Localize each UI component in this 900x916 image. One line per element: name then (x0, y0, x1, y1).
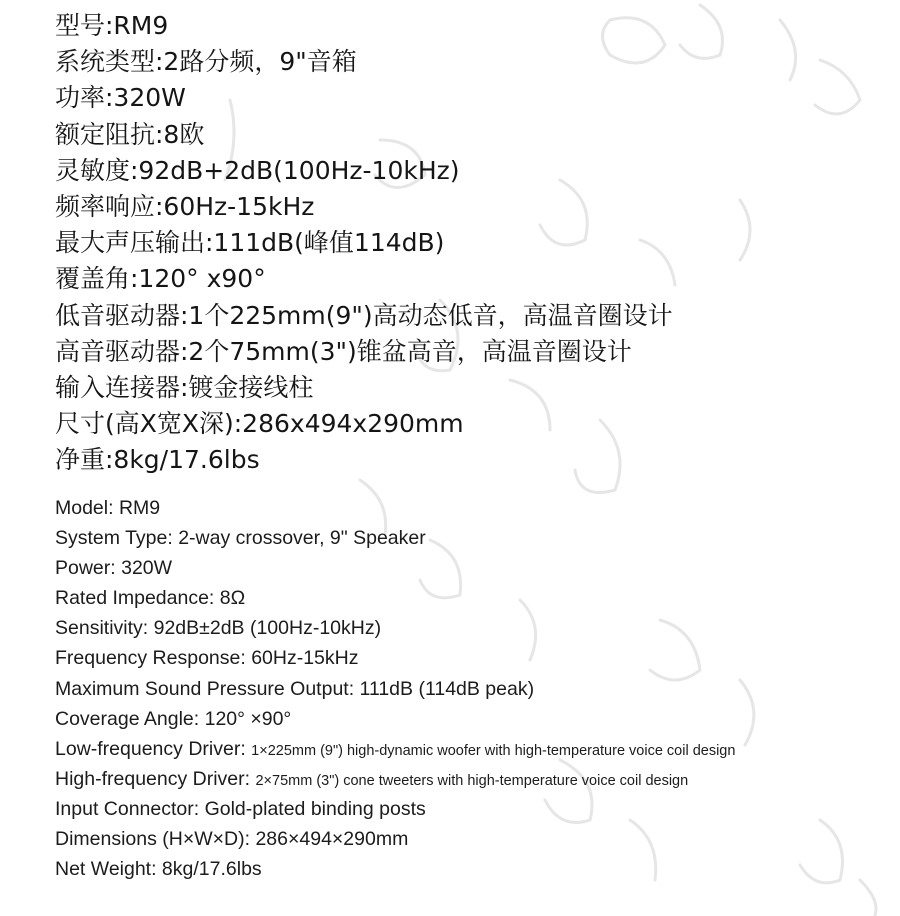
en-low-driver-label: Low-frequency Driver: (55, 737, 252, 760)
zh-rated-impedance: 额定阻抗:8欧 (55, 119, 205, 149)
en-low-driver (55, 734, 735, 764)
zh-dimensions: 尺寸(高X宽X深):286x494x290mm (55, 409, 464, 439)
english-spec-list (55, 493, 735, 884)
en-coverage-angle: Coverage Angle: 120° ×90° (55, 707, 292, 730)
zh-input-connector: 输入连接器:镀金接线柱 (55, 372, 314, 402)
en-system-type: System Type: 2-way crossover, 9" Speaker (55, 527, 426, 550)
zh-coverage-angle: 覆盖角:120° x90° (55, 264, 266, 294)
zh-max-spl: 最大声压输出:111dB(峰值114dB) (55, 228, 445, 258)
en-high-driver-value: 2×75mm (3") cone tweeters with high-temperature voice coil design (255, 772, 689, 789)
en-dimensions: Dimensions (H×W×D): 286×494×290mm (55, 828, 409, 851)
zh-net-weight: 净重:8kg/17.6lbs (55, 445, 260, 475)
en-high-driver-label: High-frequency Driver: (55, 767, 256, 790)
en-input-connector: Input Connector: Gold-plated binding posts (55, 797, 426, 820)
chinese-spec-list (55, 8, 673, 478)
en-low-driver-value: 1×225mm (9") high-dynamic woofer with high-temperature voice coil design (251, 742, 736, 759)
zh-high-driver: 高音驱动器:2个75mm(3")锥盆高音，高温音圈设计 (55, 336, 632, 366)
zh-sensitivity: 灵敏度:92dB+2dB(100Hz-10kHz) (55, 155, 460, 185)
en-sensitivity: Sensitivity: 92dB±2dB (100Hz-10kHz) (55, 617, 382, 640)
zh-power: 功率:320W (55, 83, 186, 113)
en-rated-impedance: Rated Impedance: 8Ω (55, 587, 246, 610)
en-power: Power: 320W (55, 557, 173, 580)
en-high-driver (55, 764, 735, 794)
zh-frequency-response: 频率响应:60Hz-15kHz (55, 191, 315, 221)
en-model: Model: RM9 (55, 497, 161, 519)
en-max-spl: Maximum Sound Pressure Output: 111dB (114dB peak) (55, 677, 535, 700)
zh-model: 型号:RM9 (55, 11, 169, 40)
en-frequency-response: Frequency Response: 60Hz-15kHz (55, 647, 359, 670)
zh-system-type: 系统类型:2路分频，9"音箱 (55, 47, 357, 77)
zh-low-driver: 低音驱动器:1个225mm(9")高动态低音，高温音圈设计 (55, 300, 673, 330)
en-net-weight: Net Weight: 8kg/17.6lbs (55, 858, 262, 881)
